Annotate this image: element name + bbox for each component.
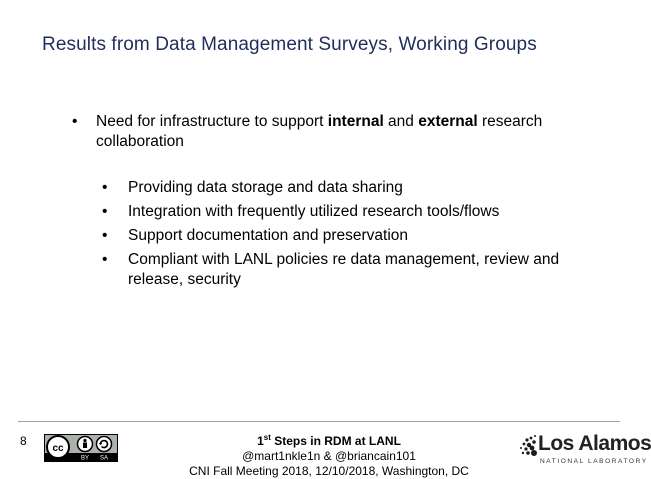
footer-title-text: Steps in RDM at LANL (270, 434, 401, 448)
footer-event: CNI Fall Meeting 2018, 12/10/2018, Washington, DC (189, 464, 469, 478)
sub-bullet-item (102, 226, 582, 246)
main-bullet-list (72, 112, 592, 152)
bullet-icon: • (102, 203, 108, 220)
cc-by-label: BY (80, 455, 90, 462)
sub-bullet-text: Providing data storage and data sharing (128, 179, 403, 196)
sub-bullet-text: Compliant with LANL policies re data management, review and release, security (128, 251, 560, 288)
sub-bullet-item (102, 178, 582, 198)
sub-bullet-list (102, 178, 582, 294)
sub-bullet-item (102, 250, 582, 290)
footer-divider (18, 421, 620, 422)
sub-bullet-text: Support documentation and preservation (128, 227, 409, 244)
bullet-icon: • (102, 227, 108, 244)
bullet-icon: • (72, 113, 78, 130)
slide-number: 8 (20, 434, 27, 448)
footer-title-ordinal: st (263, 433, 271, 442)
main-bullet-mid: and (383, 113, 419, 130)
slide-title: Results from Data Management Surveys, Working Groups (42, 34, 537, 55)
bullet-icon: • (102, 179, 108, 196)
footer-authors: @mart1nkle1n & @briancain101 (242, 449, 416, 463)
main-bullet (72, 112, 592, 152)
footer-title-number: 1 (257, 434, 264, 448)
main-bullet-bold-external: external (418, 113, 478, 130)
logo-subtitle: NATIONAL LABORATORY (540, 458, 648, 465)
main-bullet-prefix: Need for infrastructure to support (96, 113, 328, 130)
cc-sa-label: SA (99, 455, 109, 462)
main-bullet-bold-internal: internal (327, 113, 384, 130)
sub-bullet-text: Integration with frequently utilized research tools/flows (128, 203, 500, 220)
bullet-icon: • (102, 251, 108, 268)
main-bullet-suffix: research collaboration (96, 113, 543, 150)
cc-icon-label: cc (52, 443, 64, 454)
logo-wordmark: Los Alamos (538, 432, 651, 455)
sub-bullet-item (102, 202, 582, 222)
